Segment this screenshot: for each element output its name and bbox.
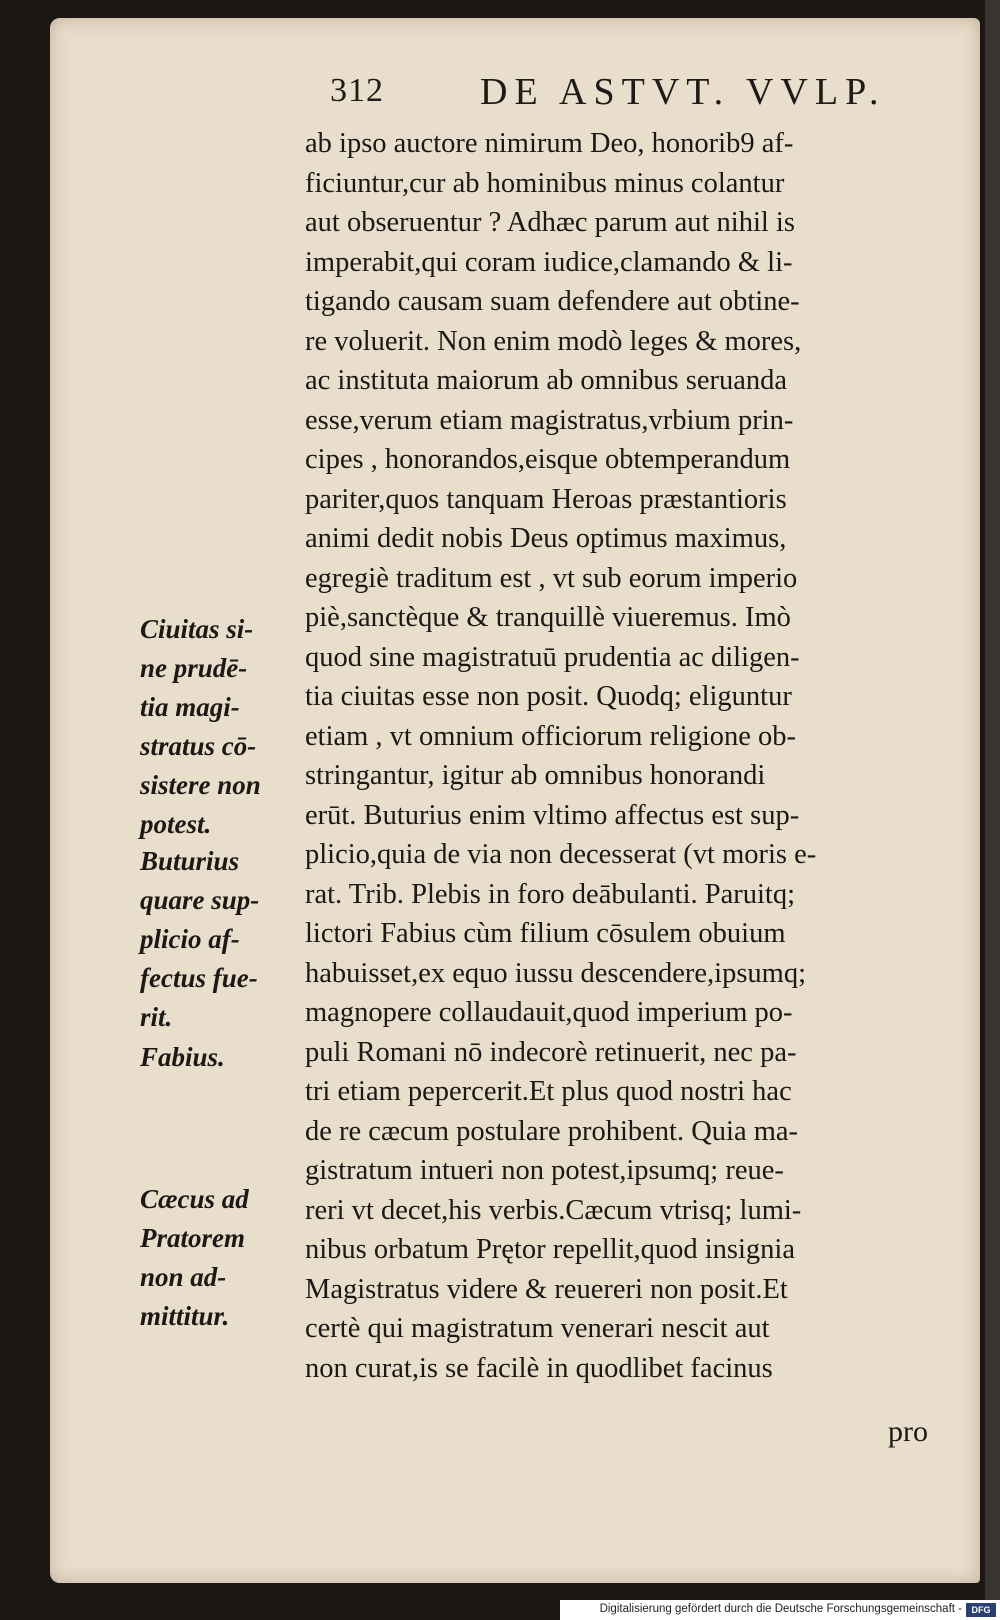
text-line: quod sine magistratuū prudentia ac diligen- — [305, 641, 800, 673]
marginal-note-line: mittitur. — [140, 1301, 230, 1331]
text-line: stringantur, igitur ab omnibus honorandi — [305, 760, 766, 791]
marginal-note-fabius — [140, 1038, 310, 1077]
text-line: re voluerit. Non enim modò leges & mores, — [305, 325, 802, 357]
text-line: reri vt decet,his verbis.Cæcum vtrisq; lumi- — [305, 1194, 802, 1226]
marginal-note-line: Fabius. — [140, 1042, 225, 1072]
text-line: ficiuntur,cur ab hominibus minus colantur — [305, 167, 785, 199]
text-line: gistratum intueri non potest,ipsumq; reue- — [305, 1155, 784, 1186]
marginal-note-line: sistere non — [140, 770, 261, 800]
book-spine — [985, 0, 1000, 1600]
marginal-note-line: Pratorem — [140, 1223, 245, 1253]
text-line: animi dedit nobis Deus optimus maximus, — [305, 523, 787, 554]
text-line: etiam , vt omnium officiorum religione ob- — [305, 720, 796, 752]
text-line: rat. Trib. Plebis in foro deābulanti. Paruitq; — [305, 878, 796, 910]
marginal-note-line: rit. — [140, 1002, 173, 1032]
marginal-note-line: potest. — [140, 809, 212, 839]
text-line: de re cæcum postulare prohibent. Quia ma- — [305, 1115, 799, 1147]
page-header — [330, 70, 890, 120]
text-line: cipes , honorandos,eisque obtemperandum — [305, 444, 791, 475]
catchword: pro — [888, 1415, 928, 1448]
text-line: erūt. Buturius enim vltimo affectus est sup- — [305, 799, 800, 831]
dfg-logo: DFG — [966, 1603, 996, 1617]
marginal-note-line: quare sup- — [140, 885, 260, 915]
text-line: Magistratus videre & reuereri non posit.Et — [305, 1273, 788, 1305]
page-number: 312 — [330, 72, 384, 109]
marginal-note-line: Cæcus ad — [140, 1184, 249, 1214]
text-line: habuisset,ex equo iussu descendere,ipsumq; — [305, 957, 807, 989]
text-line: aut obseruentur ? Adhæc parum aut nihil is — [305, 207, 795, 238]
digitization-footer — [560, 1600, 1000, 1620]
marginal-note-buturius — [140, 842, 310, 1037]
text-line: nibus orbatum Prętor repellit,quod insignia — [305, 1234, 795, 1265]
marginal-note-line: plicio af- — [140, 924, 240, 954]
funding-credit: Digitalisierung gefördert durch die Deutsche Forschungsgemeinschaft - — [599, 1603, 962, 1615]
text-line: lictori Fabius cùm filium cōsulem obuium — [305, 918, 786, 949]
text-line: tri etiam pepercerit.Et plus quod nostri hac — [305, 1076, 792, 1107]
marginal-note-line: Buturius — [140, 846, 240, 876]
running-title: DE ASTVT. VVLP. — [480, 71, 886, 113]
text-line: ac instituta maiorum ab omnibus seruanda — [305, 365, 788, 396]
text-line: esse,verum etiam magistratus,vrbium prin- — [305, 404, 794, 436]
marginal-note-ciuitas — [140, 610, 310, 844]
marginal-note-line: stratus cō- — [140, 731, 257, 761]
text-line: piè,sanctèque & tranquillè viueremus. Imò — [305, 602, 791, 633]
text-line: non curat,is se facilè in quodlibet facinus — [305, 1352, 773, 1384]
text-line: egregiè traditum est , vt sub eorum imperio — [305, 562, 798, 594]
marginal-note-line: Ciuitas si- — [140, 614, 254, 644]
marginal-note-line: non ad- — [140, 1262, 227, 1292]
marginal-note-line: fectus fue- — [140, 963, 258, 993]
text-line: imperabit,qui coram iudice,clamando & li- — [305, 246, 793, 278]
text-line: certè qui magistratum venerari nescit aut — [305, 1313, 770, 1344]
marginal-note-caecus — [140, 1180, 310, 1336]
text-line: plicio,quia de via non decesserat (vt moris e- — [305, 839, 817, 870]
text-line: tia ciuitas esse non posit. Quodq; eliguntur — [305, 681, 792, 712]
main-text-block — [305, 124, 965, 1388]
text-line: pariter,quos tanquam Heroas præstantioris — [305, 483, 787, 515]
text-line: puli Romani nō indecorè retinuerit, nec pa- — [305, 1036, 797, 1068]
text-line: tigando causam suam defendere aut obtine- — [305, 286, 800, 317]
marginal-note-line: tia magi- — [140, 692, 240, 722]
text-line: magnopere collaudauit,quod imperium po- — [305, 997, 793, 1028]
marginal-note-line: ne prudē- — [140, 653, 248, 683]
text-line: ab ipso auctore nimirum Deo, honorib9 af- — [305, 128, 794, 159]
